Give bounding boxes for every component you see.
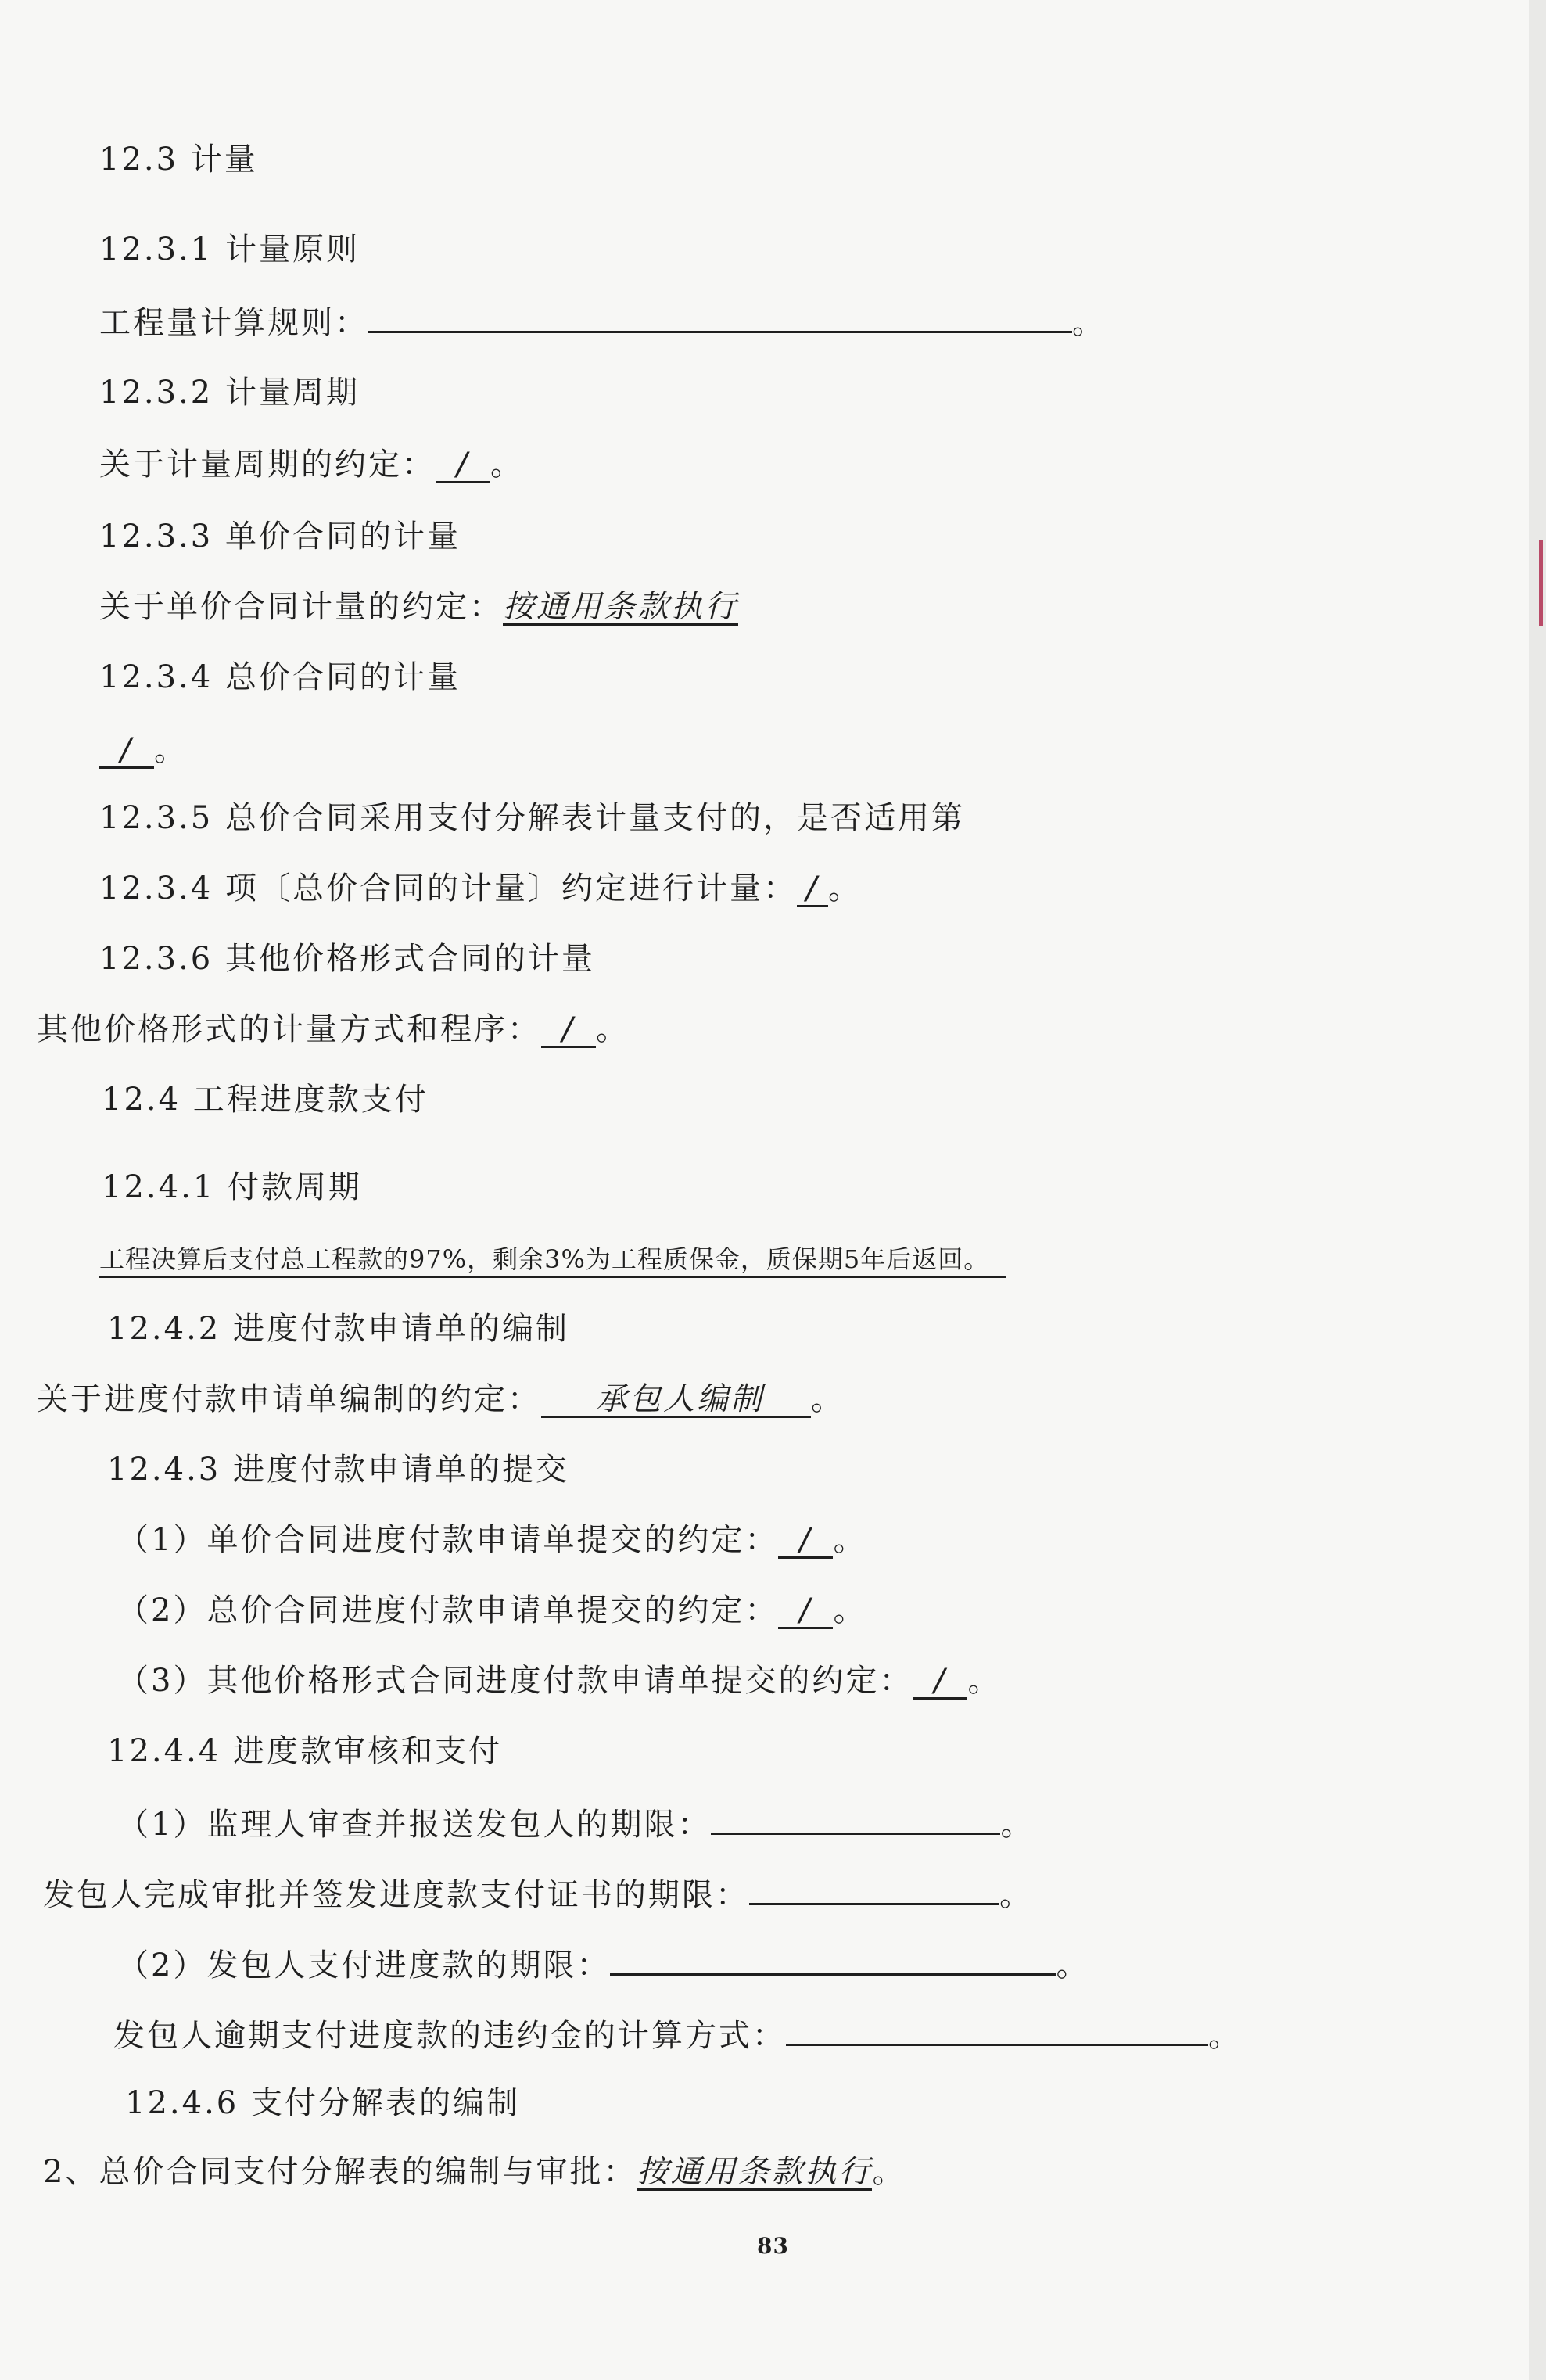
section-heading-12-4 [102,1081,429,1118]
blank-field [711,1803,1000,1835]
field-other-price-measurement [37,1011,630,1048]
section-heading-12-3-3 [99,518,461,555]
blank-field [368,301,1072,333]
field-label: （2）发包人支付进度款的期限： [117,1947,611,1983]
heading-text: 12.3.1 计量原则 [99,232,360,267]
heading-text: 12.4 工程进度款支付 [102,1082,429,1118]
field-measurement-period [99,446,524,483]
filled-value: / [797,872,828,907]
field-label: 工程量计算规则： [99,305,368,341]
field-payment-period [99,1240,1006,1278]
field-supervisor-review-period [117,1803,1034,1843]
field-lump-sum-submission [117,1592,866,1629]
section-heading-12-3-2 [99,374,360,411]
field-employer-approval-period [43,1873,1033,1914]
blank-field [749,1873,999,1905]
heading-text: 12.4.4 进度款审核和支付 [107,1733,502,1769]
field-measurement-rules [99,301,1106,342]
field-end: 。 [1072,305,1106,341]
section-heading-12-4-6 [125,2084,520,2122]
field-unit-price-submission [117,1521,866,1559]
heading-text: 12.3.2 计量周期 [99,375,360,411]
section-heading-12-3 [99,141,258,178]
heading-text: 12.3.6 其他价格形式合同的计量 [99,941,595,977]
heading-text: 12.4.3 进度付款申请单的提交 [107,1452,569,1488]
filled-value: 工程决算后支付总工程款的97%，剩余3%为工程质保金，质保期5年后返回。 [99,1243,1006,1278]
field-label: 发包人完成审批并签发进度款支付证书的期限： [43,1877,749,1913]
filled-value: 承包人编制 [541,1383,811,1418]
field-end: 。 [490,447,524,483]
heading-text: 12.3 计量 [99,142,258,178]
section-heading-12-3-1 [99,231,360,268]
filled-value: / [778,1524,833,1559]
field-unit-price-measurement [99,588,738,626]
field-end: 。 [596,1011,630,1047]
field-label: （3）其他价格形式合同进度付款申请单提交的约定： [117,1663,913,1699]
field-label: （1）监理人审查并报送发包人的期限： [117,1807,712,1843]
section-heading-12-4-4 [107,1732,502,1770]
field-end: 。 [811,1381,845,1417]
filled-value: / [913,1664,967,1700]
section-heading-12-4-3 [107,1451,569,1488]
filled-value: / [778,1594,833,1629]
filled-value: / [436,448,490,483]
field-label: 其他价格形式的计量方式和程序： [37,1011,541,1047]
blank-field [610,1944,1056,1976]
field-label: 12.3.4 项〔总价合同的计量〕约定进行计量： [99,871,797,906]
field-end: 。 [154,732,188,768]
field-end: 。 [827,871,862,906]
heading-text: 12.3.4 总价合同的计量 [99,659,461,695]
page-number: 83 [757,2233,789,2259]
heading-text: 12.4.2 进度付款申请单的编制 [107,1311,569,1347]
scan-edge [1529,0,1546,2380]
field-label: 2、总价合同支付分解表的编制与审批： [43,2154,637,2190]
field-end: 。 [833,1592,867,1628]
field-other-price-submission [117,1662,1001,1700]
field-end: 。 [999,1877,1033,1913]
field-12-3-4-applicability [99,870,862,907]
field-end: 。 [1208,2018,1242,2054]
field-payment-application-preparation [37,1380,845,1418]
field-lump-sum-measurement [99,731,188,769]
filled-value: / [99,734,154,769]
paragraph-text: 12.3.5 总价合同采用支付分解表计量支付的，是否适用第 [99,800,965,836]
filled-value: / [541,1013,596,1048]
field-end: 。 [1056,1947,1090,1983]
filled-value: 按通用条款执行 [503,589,738,625]
field-end: 。 [1000,1807,1035,1843]
field-label: （2）总价合同进度付款申请单提交的约定： [117,1592,779,1628]
field-late-payment-penalty [113,2014,1242,2055]
paragraph-12-3-5 [99,799,965,837]
field-end: 。 [967,1663,1002,1699]
section-heading-12-4-1 [102,1168,362,1206]
field-label: 发包人逾期支付进度款的违约金的计算方式： [113,2018,786,2054]
filled-value: 按通用条款执行 [637,2154,873,2190]
blank-field [786,2014,1208,2046]
field-end: 。 [872,2154,906,2190]
heading-text: 12.4.1 付款周期 [102,1169,362,1205]
field-label: 关于计量周期的约定： [99,447,436,483]
heading-text: 12.4.6 支付分解表的编制 [125,2085,520,2121]
field-label: （1）单价合同进度付款申请单提交的约定： [117,1522,779,1558]
heading-text: 12.3.3 单价合同的计量 [99,519,461,555]
field-employer-payment-period [117,1944,1089,1984]
section-heading-12-3-6 [99,940,595,978]
section-heading-12-4-2 [107,1310,569,1348]
edge-mark [1539,540,1543,626]
section-heading-12-3-4 [99,659,461,696]
field-end: 。 [833,1522,867,1558]
field-label: 关于单价合同计量的约定： [99,589,503,625]
field-payment-schedule-approval [43,2153,906,2191]
field-label: 关于进度付款申请单编制的约定： [37,1381,541,1417]
